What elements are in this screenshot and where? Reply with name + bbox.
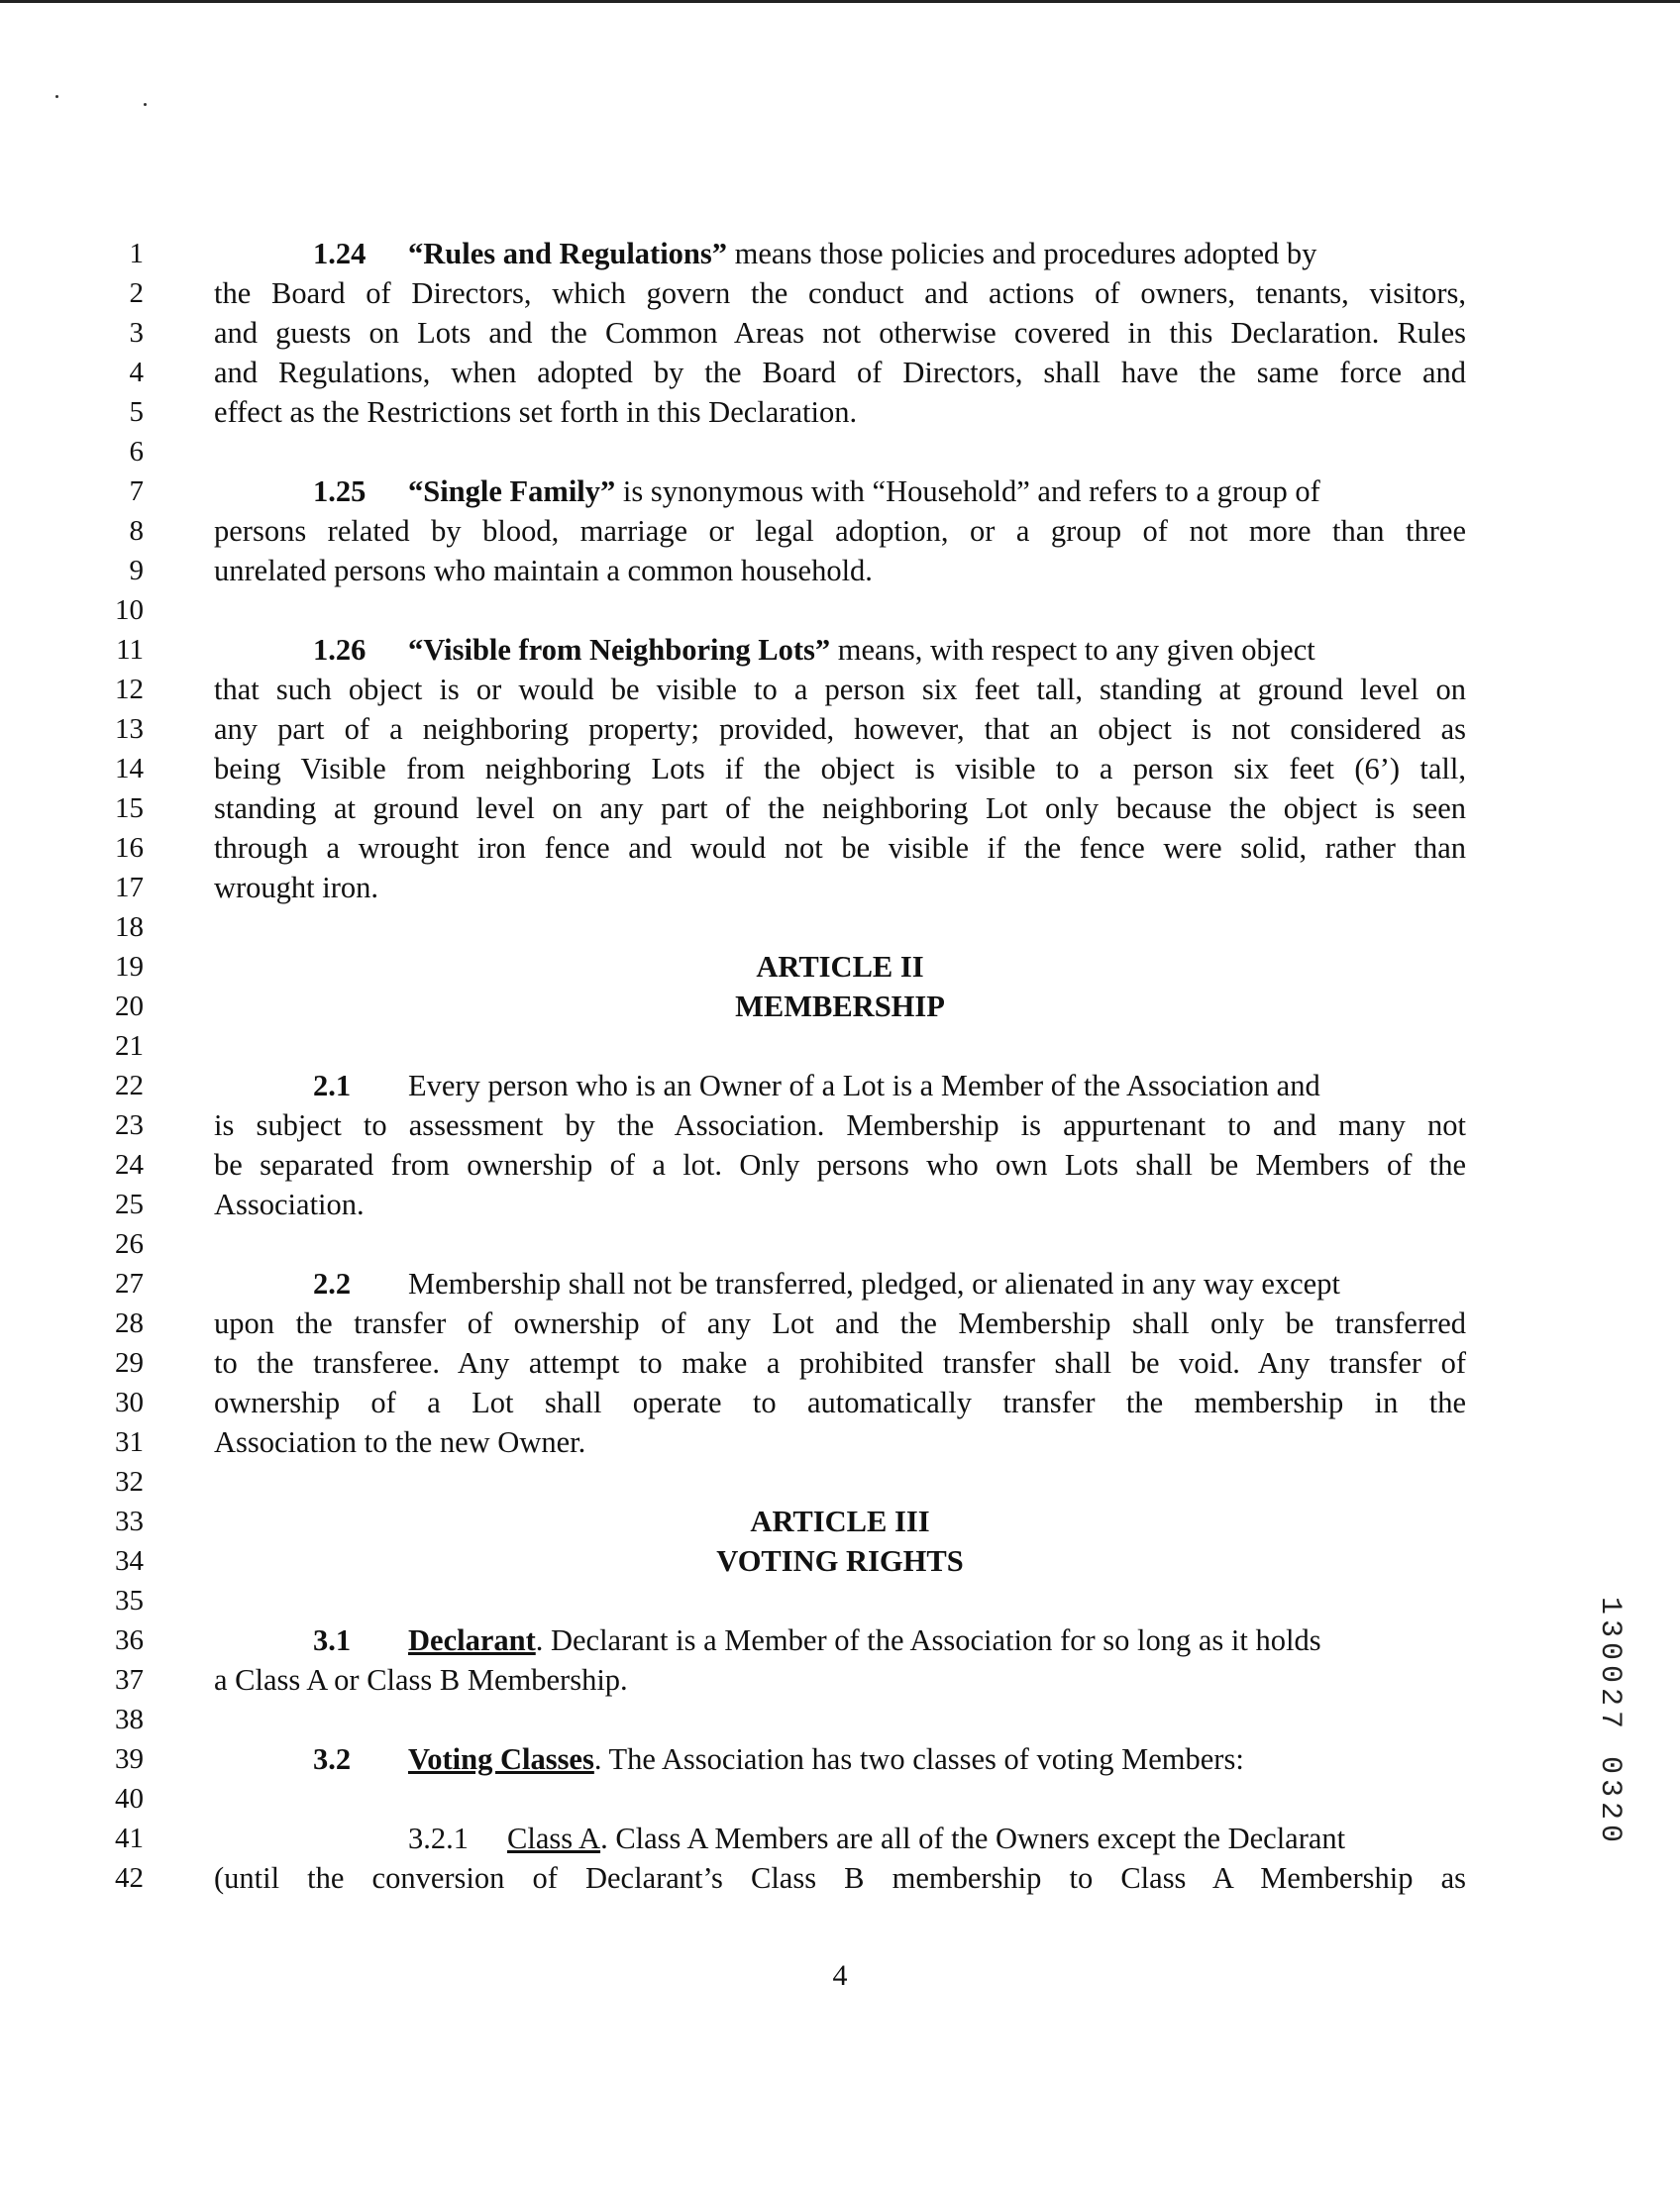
- line-number: 13: [115, 713, 144, 745]
- text-span: means those policies and procedures adopted by: [727, 237, 1317, 270]
- article-heading: ARTICLE III: [750, 1505, 930, 1538]
- line-number: 14: [115, 753, 144, 784]
- section-number: 3.1: [313, 1623, 352, 1657]
- text-line: persons related by blood, marriage or legal adoption, or a group of not more than three: [214, 514, 1466, 548]
- text-line: the Board of Directors, which govern the conduct and actions of owners, tenants, visitors,: [214, 276, 1466, 310]
- text-line: Association.: [214, 1188, 365, 1221]
- text-span: Membership shall not be transferred, pledged, or alienated in any way except: [408, 1267, 1340, 1301]
- text-line: [214, 1620, 1466, 1660]
- line-number: 23: [115, 1109, 144, 1141]
- line-number: 38: [115, 1704, 144, 1735]
- section-number: 1.26: [313, 633, 367, 667]
- text-line: to the transferee. Any attempt to make a prohibited transfer shall be void. Any transfer of: [214, 1346, 1466, 1380]
- line-number: 22: [115, 1070, 144, 1101]
- page-number: 4: [832, 1959, 848, 1992]
- line-number: 10: [115, 594, 144, 626]
- line-number: 24: [115, 1149, 144, 1181]
- line-number: 33: [115, 1506, 144, 1537]
- line-number: 40: [115, 1783, 144, 1815]
- text-line: unrelated persons who maintain a common household.: [214, 554, 873, 587]
- line-number: 2: [129, 277, 144, 309]
- text-line: standing at ground level on any part of the neighboring Lot only because the object is seen: [214, 791, 1466, 825]
- text-line: [214, 630, 1466, 670]
- text-line: wrought iron.: [214, 871, 379, 904]
- section-heading: Class A: [507, 1822, 601, 1855]
- text-line: a Class A or Class B Membership.: [214, 1663, 628, 1697]
- text-line: any part of a neighboring property; provided, however, that an object is not considered as: [214, 712, 1466, 746]
- line-number: 39: [115, 1743, 144, 1775]
- text-line: (until the conversion of Declarant’s Class B membership to Class A Membership as: [214, 1861, 1466, 1895]
- line-number: 35: [115, 1585, 144, 1617]
- line-number: 16: [115, 832, 144, 864]
- text-line: ownership of a Lot shall operate to automatically transfer the membership in the: [214, 1386, 1466, 1419]
- line-number: 15: [115, 792, 144, 824]
- text-line: and Regulations, when adopted by the Board of Directors, shall have the same force and: [214, 356, 1466, 389]
- text-line: upon the transfer of ownership of any Lot and the Membership shall only be transferred: [214, 1306, 1466, 1340]
- text-line: [214, 1264, 1466, 1304]
- line-number: 8: [129, 515, 144, 547]
- line-number: 25: [115, 1189, 144, 1220]
- line-number: 11: [116, 634, 144, 666]
- section-number: 3.2.1: [408, 1822, 469, 1855]
- line-number: 20: [115, 991, 144, 1022]
- text-line: and guests on Lots and the Common Areas not otherwise covered in this Declaration. Rules: [214, 316, 1466, 350]
- text-line: effect as the Restrictions set forth in this Declaration.: [214, 395, 858, 429]
- line-number: 4: [129, 357, 144, 388]
- section-number: 2.2: [313, 1267, 352, 1301]
- text-line: is subject to assessment by the Association. Membership is appurtenant to and many not: [214, 1108, 1466, 1142]
- text-span: . The Association has two classes of voting Members:: [593, 1742, 1244, 1776]
- scan-top-edge: [0, 0, 1680, 3]
- scan-speck: [144, 103, 147, 106]
- section-number: 2.1: [313, 1069, 352, 1102]
- section-heading: Declarant: [408, 1623, 536, 1657]
- line-number: 21: [115, 1030, 144, 1062]
- text-span: . Class A Members are all of the Owners except the Declarant: [600, 1822, 1346, 1855]
- text-line: that such object is or would be visible to a person six feet tall, standing at ground level on: [214, 673, 1466, 706]
- line-number: 9: [129, 555, 144, 586]
- text-line: [214, 1739, 1466, 1779]
- line-number: 28: [115, 1307, 144, 1339]
- line-number: 17: [115, 872, 144, 903]
- line-number: 7: [129, 475, 144, 507]
- line-number: 6: [129, 436, 144, 468]
- article-subheading: VOTING RIGHTS: [716, 1544, 964, 1578]
- text-line: [214, 1819, 1660, 1858]
- text-line: through a wrought iron fence and would not be visible if the fence were solid, rather than: [214, 831, 1466, 865]
- text-line: [214, 471, 1466, 511]
- section-number: 3.2: [313, 1742, 352, 1776]
- text-span: is synonymous with “Household” and refers to a group of: [615, 474, 1320, 508]
- line-number: 3: [129, 317, 144, 349]
- line-number: 12: [115, 674, 144, 705]
- line-number: 37: [115, 1664, 144, 1696]
- line-number: 36: [115, 1624, 144, 1656]
- line-number: 27: [115, 1268, 144, 1300]
- line-number: 30: [115, 1387, 144, 1418]
- recording-stamp: 130027 0320: [1593, 1597, 1627, 1848]
- line-number: 19: [115, 951, 144, 983]
- section-number: 1.25: [313, 474, 367, 508]
- defined-term: “Single Family”: [408, 474, 616, 508]
- text-line: [214, 1066, 1466, 1105]
- line-number: 42: [115, 1862, 144, 1894]
- defined-term: “Rules and Regulations”: [408, 237, 728, 270]
- line-number: 26: [115, 1228, 144, 1260]
- line-number: 41: [115, 1823, 144, 1854]
- line-number: 5: [129, 396, 144, 428]
- line-number: 31: [115, 1426, 144, 1458]
- line-number: 18: [115, 911, 144, 943]
- text-line: [214, 234, 1466, 273]
- text-span: Every person who is an Owner of a Lot is a Member of the Association and: [408, 1069, 1320, 1102]
- line-number: 34: [115, 1545, 144, 1577]
- defined-term: “Visible from Neighboring Lots”: [408, 633, 831, 667]
- section-heading: Voting Classes: [408, 1742, 594, 1776]
- text-line: being Visible from neighboring Lots if the object is visible to a person six feet (6’) tall,: [214, 752, 1466, 785]
- line-number: 1: [129, 238, 144, 269]
- article-heading: ARTICLE II: [756, 950, 924, 984]
- line-number: 29: [115, 1347, 144, 1379]
- text-span: . Declarant is a Member of the Association for so long as it holds: [535, 1623, 1321, 1657]
- article-subheading: MEMBERSHIP: [735, 990, 945, 1023]
- section-number: 1.24: [313, 237, 367, 270]
- text-line: Association to the new Owner.: [214, 1425, 586, 1459]
- scan-speck: [55, 95, 58, 98]
- line-number: 32: [115, 1466, 144, 1498]
- text-line: be separated from ownership of a lot. Only persons who own Lots shall be Members of the: [214, 1148, 1466, 1182]
- text-span: means, with respect to any given object: [830, 633, 1315, 667]
